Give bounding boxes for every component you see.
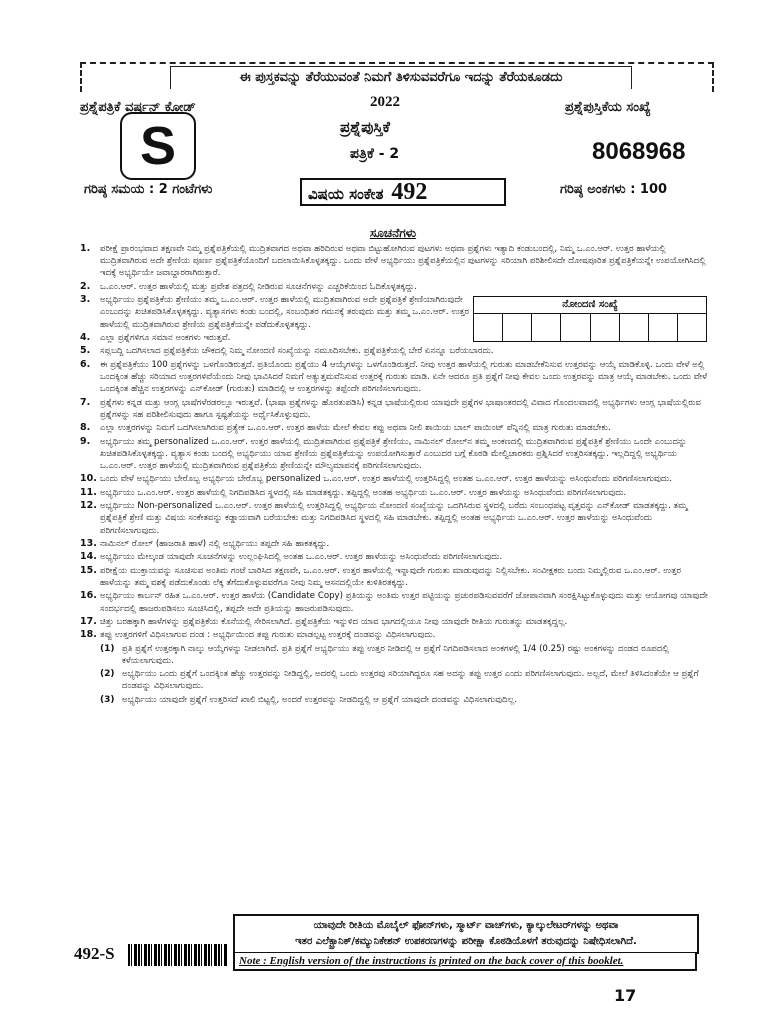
instruction-item	[78, 281, 708, 293]
instruction-item	[78, 243, 708, 280]
instruction-number: 17.	[80, 615, 97, 627]
sub-item-text: ಅಭ್ಯರ್ಥಿಯು ಯಾವುದೇ ಪ್ರಶ್ನೆಗೆ ಉತ್ತರಿಸದೆ ಖಾಲಿ ಬಿಟ್ಟಲ್ಲಿ, ಅಂದರೆ ಉತ್ತರವನ್ನು ನೀಡದಿದ್ದಲ್ಲಿ ಆ ಪ್ರಶ್ನೆಗೆ ಯಾವುದೇ ದಂಡವನ್ನು ವಿಧಿಸಲಾಗುವುದಿಲ್ಲ.	[122, 694, 518, 705]
max-time: ಗರಿಷ್ಠ ಸಮಯ : 2 ಗಂಟೆಗಳು	[84, 182, 213, 197]
instruction-text: ಅಭ್ಯರ್ಥಿಯು ಪ್ರಶ್ನೆಪತ್ರಿಕೆಯ ಶ್ರೇಣಿಯು ತಮ್ಮ ಒ.ಎಂ.ಆರ್. ಉತ್ತರ ಹಾಳೆಯಲ್ಲಿ ಮುದ್ರಿತವಾಗಿರುವ ಅದೇ ಪ್ರಶ್ನೆಪತ್ರಿಕೆ ಶ್ರೇಣಿಯಾಗಿರುವುದೇ ಎಂಬುದನ್ನು ಖಚಿತಪಡಿಸಿಕೊಳ್ಳತಕ್ಕದ್ದು. ವ್ಯತ್ಯಾಸಗಳು ಕಂಡು ಬಂದಲ್ಲಿ, ಸಂಬಂಧಿತರ ಗಮನಕ್ಕೆ ತರುವುದು ಮತ್ತು ತಮ್ಮ ಒ.ಎಂ.ಆರ್. ಉತ್ತರ ಹಾಳೆಯಲ್ಲಿ ಮುದ್ರಿತವಾಗಿರುವ ಶ್ರೇಣಿಯ ಪ್ರಶ್ನೆಪತ್ರಿಕೆಯನ್ನೇ ಪಡೆದುಕೊಳ್ಳತಕ್ಕದ್ದು.	[100, 295, 470, 330]
do-not-open-banner: ಈ ಪುಸ್ತಕವನ್ನು ತೆರೆಯುವಂತೆ ನಿಮಗೆ ತಿಳಿಸುವವರೆಗೂ ಇದನ್ನು ತೆರೆಯಕೂಡದು	[170, 66, 632, 89]
instruction-number: 14.	[80, 551, 97, 563]
page-number: 17	[614, 986, 637, 1005]
instruction-item	[78, 294, 470, 331]
instruction-number: 3.	[80, 294, 91, 306]
subject-code: 492	[391, 179, 428, 205]
booklet-number: 8068968	[592, 138, 686, 165]
instruction-number: 12.	[80, 500, 97, 512]
instruction-number: 4.	[80, 331, 91, 343]
instruction-number: 8.	[80, 422, 91, 434]
footer-code: 492-S	[74, 944, 115, 963]
instruction-text: ಅಭ್ಯರ್ಥಿಯು Non-personalized ಒ.ಎಂ.ಆರ್. ಉತ್ತರ ಹಾಳೆಯಲ್ಲಿ ಉತ್ತರಿಸಿದ್ದಲ್ಲಿ ಅಭ್ಯರ್ಥಿಯ ನೋಂದಣಿ ಸಂಖ್ಯೆಯನ್ನು ಒದಗಿಸಿರುವ ಸ್ಥಳದಲ್ಲಿ ಬರೆದು ಸಂಬಂಧಪಟ್ಟ ವೃತ್ತವನ್ನು ಎನ್‌ಕೋಡ್ ಮಾಡತಕ್ಕದ್ದು. ತಮ್ಮ ಪ್ರಶ್ನೆಪತ್ರಿಕೆ ಶ್ರೇಣಿ ಮತ್ತು ವಿಷಯ ಸಂಕೇತವನ್ನು ಕಡ್ಡಾಯವಾಗಿ ಬರೆಯಬೇಕು ಮತ್ತು ನಿಗದಿಪಡಿಸಿದ ಸ್ಥಳದಲ್ಲಿ ಸಹಿ ಮಾಡಬೇಕು. ತಪ್ಪಿದ್ದಲ್ಲಿ ಅಂತಹ ಅಭ್ಯರ್ಥಿಯ ಒ.ಎಂ.ಆರ್. ಉತ್ತರ ಹಾಳೆಯನ್ನು ಅಸಿಂಧುವೆಂದು ಪರಿಗಣಿಸಲಾಗುವುದು.	[100, 501, 688, 536]
instructions-list	[78, 243, 708, 641]
instruction-number: 7.	[80, 396, 91, 408]
version-code-label: ಪ್ರಶ್ನೆಪತ್ರಿಕೆ ವರ್ಷನ್ ಕೋಡ್	[80, 100, 196, 115]
instruction-text: ತಪ್ಪು ಉತ್ತರಗಳಿಗೆ ವಿಧಿಸಲಾಗುವ ದಂಡ : ಅಭ್ಯರ್ಥಿಯಿಂದ ತಪ್ಪು ಗುರುತು ಮಾಡಲ್ಪಟ್ಟ ಉತ್ತರಕ್ಕೆ ದಂಡವನ್ನು ವಿಧಿಸಲಾಗುವುದು.	[100, 630, 436, 641]
instructions-title: ಸೂಚನೆಗಳು	[369, 226, 417, 240]
instruction-item	[78, 422, 708, 434]
instruction-text: ಅಭ್ಯರ್ಥಿಯು ಒ.ಎಂ.ಆರ್. ಉತ್ತರ ಹಾಳೆಯಲ್ಲಿ ನಿಗದಿಪಡಿಸಿದ ಸ್ಥಳದಲ್ಲಿ ಸಹಿ ಮಾಡತಕ್ಕದ್ದು. ತಪ್ಪಿದ್ದಲ್ಲಿ ಅಂತಹ ಅಭ್ಯರ್ಥಿಯ ಒ.ಎಂ.ಆರ್. ಉತ್ತರ ಹಾಳೆಯನ್ನು ಅಸಿಂಧುವೆಂದು ಪರಿಗಣಿಸಲಾಗುವುದು.	[100, 487, 627, 498]
subject-code-box	[300, 178, 506, 206]
penalty-sub-item	[78, 643, 708, 667]
instructions-section	[78, 226, 708, 707]
instruction-text: ನಾಮಿನಲ್ ರೋಲ್ (ಹಾಜರಾತಿ ಹಾಳೆ) ನಲ್ಲಿ ಅಭ್ಯರ್ಥಿಯು ತಪ್ಪದೇ ಸಹಿ ಹಾಕತಕ್ಕದ್ದು.	[100, 538, 330, 549]
instruction-text: ಅಭ್ಯರ್ಥಿಯು ತಮ್ಮ personalized ಒ.ಎಂ.ಆರ್. ಉತ್ತರ ಹಾಳೆಯಲ್ಲಿ ಮುದ್ರಿತವಾಗಿರುವ ಪ್ರಶ್ನೆಪತ್ರಿಕೆ ಶ್ರೇಣಿಯು, ನಾಮಿನಲ್ ರೋಲ್‌ನ ತಮ್ಮ ಅಂಕಣದಲ್ಲಿ ಮುದ್ರಿತವಾಗಿರುವ ಪ್ರಶ್ನೆಪತ್ರಿಕೆ ಶ್ರೇಣಿಯು ಒಂದೇ ಎಂಬುದನ್ನು ಖಚಿತಪಡಿಸಿಕೊಳ್ಳತಕ್ಕದ್ದು. ವ್ಯತ್ಯಾಸ ಕಂಡು ಬಂದಲ್ಲಿ ಅಭ್ಯರ್ಥಿಯು ಯಾವ ಶ್ರೇಣಿಯ ಪ್ರಶ್ನೆಪತ್ರಿಕೆಯನ್ನು ಉಪಯೋಗಿಸುತ್ತಾರೆ ಎಂಬುದರ ಬಗ್ಗೆ ಕೊಠಡಿ ಮೇಲ್ವಿಚಾರಕರು ಪ್ರಶ್ನಿಸಿದರೆ ಉತ್ತರಿಸತಕ್ಕದ್ದು. ಇಲ್ಲದಿದ್ದಲ್ಲಿ ಅಭ್ಯರ್ಥಿಯ ಒ.ಎಂ.ಆರ್. ಉತ್ತರ ಹಾಳೆಯಲ್ಲಿ ಮುದ್ರಿತವಾಗಿರುವ ಪ್ರಶ್ನೆಪತ್ರಿಕೆಯ ಶ್ರೇಣಿಯನ್ನೇ ಮೌಲ್ಯಮಾಪನಕ್ಕೆ ಪರಿಗಣಿಸಲಾಗುವುದು.	[100, 436, 687, 471]
instruction-item	[78, 538, 708, 550]
instruction-text: ಒಂದು ವೇಳೆ ಅಭ್ಯರ್ಥಿಯು ಬೇರೊಬ್ಬ ಅಭ್ಯರ್ಥಿಯ ಬೇರೊಬ್ಬ personalized ಒ.ಎಂ.ಆರ್. ಉತ್ತರ ಹಾಳೆಯಲ್ಲಿ ಉತ್ತರಿಸಿದ್ದಲ್ಲಿ ಅಂತಹ ಒ.ಎಂ.ಆರ್. ಉತ್ತರ ಹಾಳೆಯನ್ನು ಅಸಿಂಧುವೆಂದು ಪರಿಗಣಿಸಲಾಗುವುದು.	[100, 474, 672, 485]
instruction-item	[78, 565, 708, 589]
sub-item-text: ಅಭ್ಯರ್ಥಿಯು ಒಂದು ಪ್ರಶ್ನೆಗೆ ಒಂದಕ್ಕಿಂತ ಹೆಚ್ಚು ಉತ್ತರವನ್ನು ನೀಡಿದ್ದಲ್ಲಿ, ಅದರಲ್ಲಿ ಒಂದು ಉತ್ತರವು ಸರಿಯಾಗಿದ್ದರೂ ಸಹ ಅದನ್ನು ತಪ್ಪು ಉತ್ತರ ಎಂದು ಪರಿಗಣಿಸಲಾಗುವುದು. ಅಲ್ಲದೆ, ಮೇಲೆ ತಿಳಿಸಿದಂತೆಯೇ ಆ ಪ್ರಶ್ನೆಗೆ ದಂಡವನ್ನು ವಿಧಿಸಲಾಗುವುದು.	[122, 669, 699, 692]
instruction-number: 2.	[80, 280, 91, 292]
instruction-text: ಒ.ಎಂ.ಆರ್. ಉತ್ತರ ಹಾಳೆಯಲ್ಲಿ ಮತ್ತು ಪ್ರವೇಶ ಪತ್ರದಲ್ಲಿ ನೀಡಿರುವ ಸೂಚನೆಗಳನ್ನು ಎಚ್ಚರಿಕೆಯಿಂದ ಓದಿಕೊಳ್ಳತಕ್ಕದ್ದು.	[100, 281, 418, 292]
instruction-text: ಚಿತ್ತು ಬರಹಕ್ಕಾಗಿ ಹಾಳೆಗಳನ್ನು ಪ್ರಶ್ನೆಪತ್ರಿಕೆಯ ಕೊನೆಯಲ್ಲಿ ಸೇರಿಸಲಾಗಿದೆ. ಪ್ರಶ್ನೆಪತ್ರಿಕೆಯ ಇನ್ನುಳಿದ ಯಾವ ಭಾಗದಲ್ಲಿಯೂ ನೀವು ಯಾವುದೇ ರೀತಿಯ ಗುರುತನ್ನು ಮಾಡತಕ್ಕದ್ದಲ್ಲ.	[100, 616, 568, 627]
instruction-number: 11.	[80, 486, 97, 498]
booklet-number-label: ಪ್ರಶ್ನೆಪುಸ್ತಿಕೆಯ ಸಂಖ್ಯೆ	[565, 100, 651, 115]
instruction-item	[78, 500, 708, 537]
barcode	[128, 944, 228, 966]
exam-year: 2022	[370, 94, 400, 110]
penalty-sub-list	[78, 643, 708, 706]
instruction-item	[78, 436, 708, 473]
version-code-box: S	[120, 112, 196, 180]
instruction-item	[78, 473, 708, 485]
instruction-text: ಸಪ್ಲಬದ್ದಿ ಒದಗಿಸಲಾದ ಪ್ರಶ್ನೆಪತ್ರಿಕೆಯ ಚೌಕದಲ್ಲಿ ನಿಮ್ಮ ನೋಂದಣಿ ಸಂಖ್ಯೆಯನ್ನು ನಮೂದಿಸಬೇಕು. ಪ್ರಶ್ನೆಪತ್ರಿಕೆಯಲ್ಲಿ ಬೇರೆ ಏನನ್ನೂ ಬರೆಯಬಾರದು.	[100, 346, 494, 357]
instruction-number: 16.	[80, 590, 97, 602]
instruction-number: 15.	[80, 564, 97, 576]
penalty-sub-item	[78, 668, 708, 692]
sub-item-number: (2)	[100, 669, 115, 680]
sub-item-number: (1)	[100, 643, 115, 654]
english-version-note: Note : English version of the instructions is printed on the back cover of this booklet.	[233, 952, 697, 971]
instruction-text: ಅಭ್ಯರ್ಥಿಯು ಕಾರ್ಬನ್ ರಹಿತ ಒ.ಎಂ.ಆರ್. ಉತ್ತರ ಹಾಳೆಯ (Candidate Copy) ಪ್ರತಿಯನ್ನು ಅಂತಿಮ ಉತ್ತರ ಪಟ್ಟಿಯನ್ನು ಪ್ರಚುರಪಡಿಸುವವರೆಗೆ ಜೋಪಾನವಾಗಿ ಸಂರಕ್ಷಿಸಿಟ್ಟುಕೊಳ್ಳುವುದು ಮತ್ತು ಆಯೋಗವು ಯಾವುದೇ ಸಂದರ್ಭದಲ್ಲಿ ಹಾಜರುಪಡಿಸಲು ಸೂಚಿಸಿದಲ್ಲಿ, ತಪ್ಪದೇ ಅದೇ ಪ್ರತಿಯನ್ನು ಹಾಜರುಪಡಿಸುವುದು.	[100, 591, 708, 614]
instruction-number: 5.	[80, 345, 91, 357]
instruction-text: ಅಭ್ಯರ್ಥಿಯು ಮೇಲ್ಕಂಡ ಯಾವುದೇ ಸೂಚನೆಗಳನ್ನು ಉಲ್ಲಂಘಿಸಿದಲ್ಲಿ ಅಂತಹ ಒ.ಎಂ.ಆರ್. ಉತ್ತರ ಹಾಳೆಯನ್ನು ಅಸಿಂಧುವೆಂದು ಪರಿಗಣಿಸಲಾಗುವುದು.	[100, 552, 503, 563]
registration-number-label: ನೋಂದಣಿ ಸಂಖ್ಯೆ	[474, 297, 706, 314]
instruction-number: 9.	[80, 435, 91, 447]
instruction-item	[78, 345, 708, 357]
sub-item-text: ಪ್ರತಿ ಪ್ರಶ್ನೆಗೆ ಉತ್ತರಕ್ಕಾಗಿ ನಾಲ್ಕು ಆಯ್ಕೆಗಳನ್ನು ನೀಡಲಾಗಿದೆ. ಪ್ರತಿ ಪ್ರಶ್ನೆಗೆ ಅಭ್ಯರ್ಥಿಯು ತಪ್ಪು ಉತ್ತರ ನೀಡಿದಲ್ಲಿ ಆ ಪ್ರಶ್ನೆಗೆ ನಿಗದಿಪಡಿಸಲಾದ ಅಂಕಗಳಲ್ಲಿ 1/4 (0.25) ರಷ್ಟು ಅಂಕಗಳನ್ನು ದಂಡದ ರೂಪದಲ್ಲಿ ಕಳೆಯಲಾಗುವುದು.	[122, 643, 669, 666]
instruction-item	[78, 590, 708, 614]
instruction-number: 10.	[80, 473, 97, 485]
penalty-sub-item	[78, 694, 708, 706]
sub-item-number: (3)	[100, 694, 115, 705]
instruction-text: ಈ ಪ್ರಶ್ನೆಪತ್ರಿಕೆಯು 100 ಪ್ರಶ್ನೆಗಳನ್ನು ಒಳಗೊಂಡಿರುತ್ತದೆ. ಪ್ರತಿಯೊಂದು ಪ್ರಶ್ನೆಯು 4 ಆಯ್ಕೆಗಳನ್ನು ಒಳಗೊಂಡಿರುತ್ತದೆ. ನೀವು ಉತ್ತರ ಹಾಳೆಯಲ್ಲಿ ಗುರುತು ಮಾಡಬೇಕೆನಿಸುವ ಉತ್ತರವನ್ನು ಆಯ್ಕೆ ಮಾಡಿಕೊಳ್ಳಿ. ಒಂದು ವೇಳೆ ಅಲ್ಲಿ ಒಂದಕ್ಕಿಂತ ಹೆಚ್ಚು ಸರಿಯಾದ ಉತ್ತರಗಳಿವೆಯೆಂದು ನೀವು ಭಾವಿಸಿದರೆ ನಿಮಗೆ ಅತ್ಯುತ್ತಮವೆನಿಸುವ ಉತ್ತರಕ್ಕೆ ಗುರುತು ಮಾಡಿ. ಏನೇ ಆದರೂ ಪ್ರತಿ ಪ್ರಶ್ನೆಗೆ ನೀವು ಕೇವಲ ಒಂದು ಉತ್ತರವನ್ನು ಮಾತ್ರ ಆಯ್ಕೆ ಮಾಡಬೇಕು. ಒಂದು ವೇಳೆ ಒಂದಕ್ಕಿಂತ ಹೆಚ್ಚಿನ ಉತ್ತರಗಳನ್ನು ಎನ್‌ಕೋಡ್ (ಗುರುತು) ಮಾಡಿದಲ್ಲಿ ಆ ಉತ್ತರಗಳನ್ನು ತಪ್ಪೆಂದೇ ಪರಿಗಣಿಸಲಾಗುವುದು.	[100, 359, 708, 395]
instruction-item	[78, 332, 708, 344]
electronics-warning-box	[233, 914, 699, 954]
paper-label: ಪತ್ರಿಕೆ - 2	[350, 146, 400, 162]
warning-line: ಇತರ ಎಲೆಕ್ಟ್ರಾನಿಕ್/ಕಮ್ಯುನಿಕೇಶನ್ ಉಪಕರಣಗಳನ್ನು ಪರೀಕ್ಷಾ ಕೊಠಡಿಯೊಳಗೆ ತರುವುದನ್ನು ನಿಷೇಧಿಸಲಾಗಿದೆ.	[295, 936, 637, 947]
instruction-item	[78, 359, 708, 396]
instruction-text: ಪರೀಕ್ಷೆ ಪ್ರಾರಂಭವಾದ ತಕ್ಷಣವೇ ನಿಮ್ಮ ಪ್ರಶ್ನೆಪತ್ರಿಕೆಯಲ್ಲಿ ಮುದ್ರಿತವಾಗದ ಅಥವಾ ಹರಿದಿರುವ ಅಥವಾ ಬಿಟ್ಟುಹೋಗಿರುವ ಪುಟಗಳು ಅಥವಾ ಪ್ರಶ್ನೆಗಳು ಇತ್ಯಾದಿ ಕಂಡುಬಂದಲ್ಲಿ, ನಿಮ್ಮ ಒ.ಎಂ.ಆರ್. ಉತ್ತರ ಹಾಳೆಯಲ್ಲಿ ಮುದ್ರಿತವಾಗಿರುವ ಅದೇ ಶ್ರೇಣಿಯ ಪೂರ್ಣ ಪ್ರಶ್ನೆಪತ್ರಿಕೆಯೊಂದಿಗೆ ಬದಲಾಯಿಸಿಕೊಳ್ಳತಕ್ಕದ್ದು. ಒಂದು ವೇಳೆ ಅಭ್ಯರ್ಥಿಯು ಪ್ರಶ್ನೆಪತ್ರಿಕೆಯಲ್ಲಿನ ಪುಟಗಳನ್ನು ಸರಿಯಾಗಿ ಪರಿಶೀಲಿಸದೇ ದೋಷಪೂರಿತ ಪ್ರಶ್ನೆಪತ್ರಿಕೆಯನ್ನೇ ಉಪಯೋಗಿಸಿದಲ್ಲಿ ಇದಕ್ಕೆ ಅಭ್ಯರ್ಥಿಯೇ ಜವಾಬ್ದಾರರಾಗಿರುತ್ತಾರೆ.	[100, 244, 706, 279]
instruction-item	[78, 487, 708, 499]
booklet-title: ಪ್ರಶ್ನೆಪುಸ್ತಿಕೆ	[340, 118, 390, 136]
instruction-text: ಪ್ರಶ್ನೆಗಳು ಕನ್ನಡ ಮತ್ತು ಆಂಗ್ಲ ಭಾಷೆಗಳೆರಡರಲ್ಲೂ ಇರುತ್ತವೆ. (ಭಾಷಾ ಪ್ರಶ್ನೆಗಳನ್ನು ಹೊರತುಪಡಿಸಿ) ಕನ್ನಡ ಭಾಷೆಯಲ್ಲಿರುವ ಯಾವುದೇ ಪ್ರಶ್ನೆಗಳ ಭಾಷಾಂತರದಲ್ಲಿ ವಿವಾದ ಗೊಂದಲವಾದಲ್ಲಿ ಅಭ್ಯರ್ಥಿಗಳು ಆಂಗ್ಲ ಭಾಷೆಯಲ್ಲಿರುವ ಪ್ರಶ್ನೆಗಳನ್ನು ಸಹ ಪರಿಶೀಲಿಸುವುದು ಹಾಗೂ ಸ್ಪಷ್ಟತೆಯನ್ನು ಅರ್ಥೈಸಿಕೊಳ್ಳುವುದು.	[100, 397, 701, 420]
instruction-number: 6.	[80, 358, 91, 370]
instruction-item	[78, 616, 708, 628]
instruction-item	[78, 551, 708, 563]
warning-line: ಯಾವುದೇ ರೀತಿಯ ಮೊಬೈಲ್ ಫೋನ್‌ಗಳು, ಸ್ಮಾರ್ಟ್ ವಾಚ್‌ಗಳು, ಕ್ಯಾಲ್ಕುಲೇಟರ್‌ಗಳನ್ನು ಅಥವಾ	[313, 920, 619, 931]
instruction-item	[78, 629, 708, 641]
instruction-number: 18.	[80, 629, 97, 641]
instruction-number: 1.	[80, 243, 91, 254]
subject-code-label: ವಿಷಯ ಸಂಕೇತ	[308, 185, 384, 203]
instruction-number: 13.	[80, 537, 97, 549]
instruction-text: ಪರೀಕ್ಷೆಯ ಮುಕ್ತಾಯವನ್ನು ಸೂಚಿಸುವ ಅಂತಿಮ ಗಂಟೆ ಬಾರಿಸಿದ ತಕ್ಷಣವೇ, ಒ.ಎಂ.ಆರ್. ಉತ್ತರ ಹಾಳೆಯಲ್ಲಿ ಇನ್ನಾವುದೇ ಗುರುತು ಮಾಡುವುದನ್ನು ನಿಲ್ಲಿಸಬೇಕು. ಸಂವೀಕ್ಷಕರು ಬಂದು ನಿಮ್ಮಲ್ಲಿರುವ ಒ.ಎಂ.ಆರ್. ಉತ್ತರ ಹಾಳೆಯನ್ನು ತಮ್ಮ ವಶಕ್ಕೆ ಪಡೆದುಕೊಂಡು ಲೆಕ್ಕ ತೆಗೆದುಕೊಳ್ಳುವವರೆಗೂ ನೀವು ನಿಮ್ಮ ಆಸನದಲ್ಲಿಯೇ ಕುಳಿತಿರತಕ್ಕದ್ದು.	[100, 565, 682, 588]
instruction-text: ಎಲ್ಲಾ ಪ್ರಶ್ನೆಗಳಿಗೂ ಸಮಾನ ಅಂಕಗಳು ಇರುತ್ತವೆ.	[100, 332, 231, 343]
instruction-item	[78, 397, 708, 421]
max-marks: ಗರಿಷ್ಠ ಅಂಕಗಳು : 100	[560, 182, 668, 197]
instruction-text: ಎಲ್ಲಾ ಉತ್ತರಗಳನ್ನು ನಿಮಗೆ ಒದಗಿಸಲಾಗಿರುವ ಪ್ರತ್ಯೇಕ ಒ.ಎಂ.ಆರ್. ಉತ್ತರ ಹಾಳೆಯ ಮೇಲೆ ಕೇವಲ ಕಪ್ಪು ಅಥವಾ ನೀಲಿ ಶಾಯಿಯ ಬಾಲ್ ಪಾಯಿಂಟ್ ಪೆನ್ನಿನಲ್ಲಿ ಮಾತ್ರ ಗುರುತು ಮಾಡಬೇಕು.	[100, 423, 611, 434]
